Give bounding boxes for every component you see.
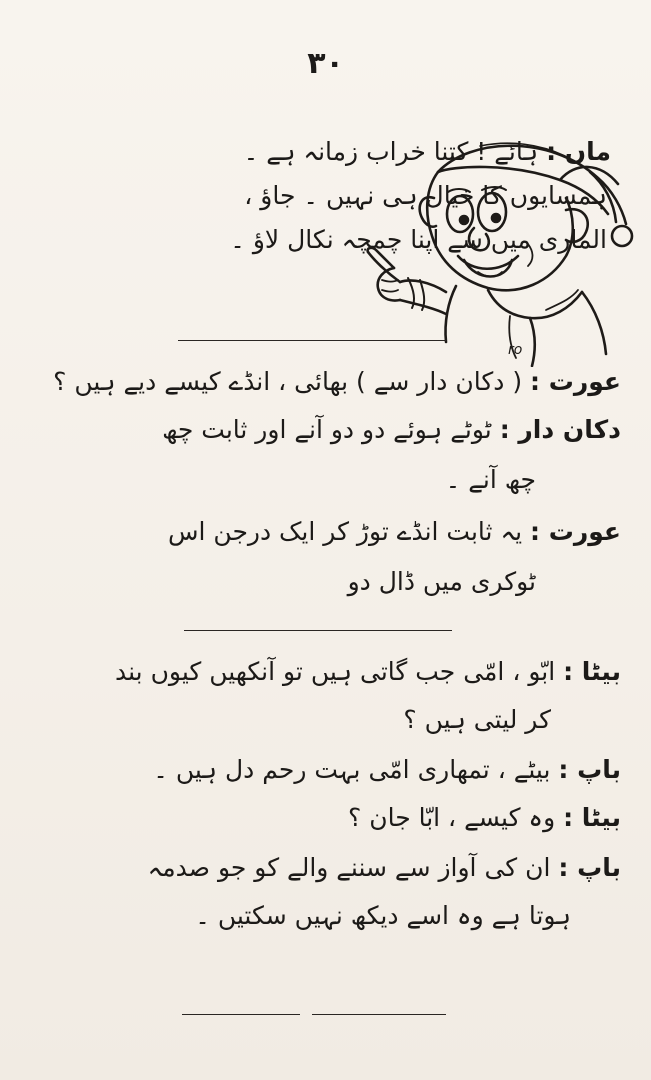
dialogue-2-line-4: [36, 514, 621, 550]
speaker-label: بیٹا :: [563, 657, 621, 686]
dialogue-text: ( دکان دار سے ) بھائی ، انڈے کیسے دیے ہیں ؟: [53, 367, 523, 396]
page-number: ۳۰: [307, 46, 344, 81]
dialogue-2-line-1: [36, 364, 621, 400]
dialogue-3-line-5: [21, 850, 621, 886]
speaker-label: دکان دار :: [499, 415, 621, 444]
speaker-label: بیٹا :: [563, 803, 621, 832]
dialogue-2-line-5: [136, 564, 536, 600]
dialogue-3-line-3: [21, 752, 621, 788]
dialogue-text: وہ کیسے ، ابّا جان ؟: [348, 803, 556, 832]
dialogue-2-line-3: [136, 462, 536, 498]
speaker-label: باپ :: [558, 853, 621, 882]
dialogue-text: چھ آنے ۔: [445, 465, 536, 494]
dialogue-text: ہوتا ہے وہ اسے دیکھ نہیں سکتیں ۔: [195, 901, 571, 930]
dialogue-text: ٹوٹے ہوئے دو دو آنے اور ثابت چھ: [162, 415, 492, 444]
dialogue-2-line-2: [36, 412, 621, 448]
divider-line-right: [312, 1014, 446, 1015]
dialogue-text: بیٹے ، تمھاری امّی بہت رحم دل ہیں ۔: [153, 755, 551, 784]
dialogue-3-line-2: [151, 702, 551, 738]
dialogue-text: ان کی آواز سے سننے والے کو جو صدمہ: [147, 853, 551, 882]
dialogue-text: ہمسایوں کا خیال ہی نہیں ۔ جاؤ ،: [244, 181, 607, 210]
illustration-signature: ro: [508, 342, 523, 358]
dialogue-3-line-1: [21, 654, 621, 690]
dialogue-text: ٹوکری میں ڈال دو: [347, 567, 536, 596]
cartoon-boy-pointing-icon: [360, 132, 640, 367]
dialogue-3-line-6: [141, 898, 571, 934]
speaker-label: باپ :: [558, 755, 621, 784]
divider-line-left: [182, 1014, 300, 1015]
dialogue-text: ہائے ! کتنا خراب زمانہ ہے ۔: [243, 137, 539, 166]
dialogue-text: ابّو ، امّی جب گاتی ہیں تو آنکھیں کیوں بند: [115, 657, 556, 686]
dialogue-text: کر لیتی ہیں ؟: [403, 705, 551, 734]
speaker-label: ماں :: [546, 137, 611, 166]
dialogue-text: یہ ثابت انڈے توڑ کر ایک درجن اس: [168, 517, 523, 546]
divider-line: [178, 340, 446, 341]
divider-line: [184, 630, 452, 631]
dialogue-text: الماری میں سے اپنا چمچہ نکال لاؤ ۔: [230, 225, 607, 254]
dialogue-3-line-4: [21, 800, 621, 836]
speaker-label: عورت :: [530, 367, 621, 396]
speaker-label: عورت :: [530, 517, 621, 546]
